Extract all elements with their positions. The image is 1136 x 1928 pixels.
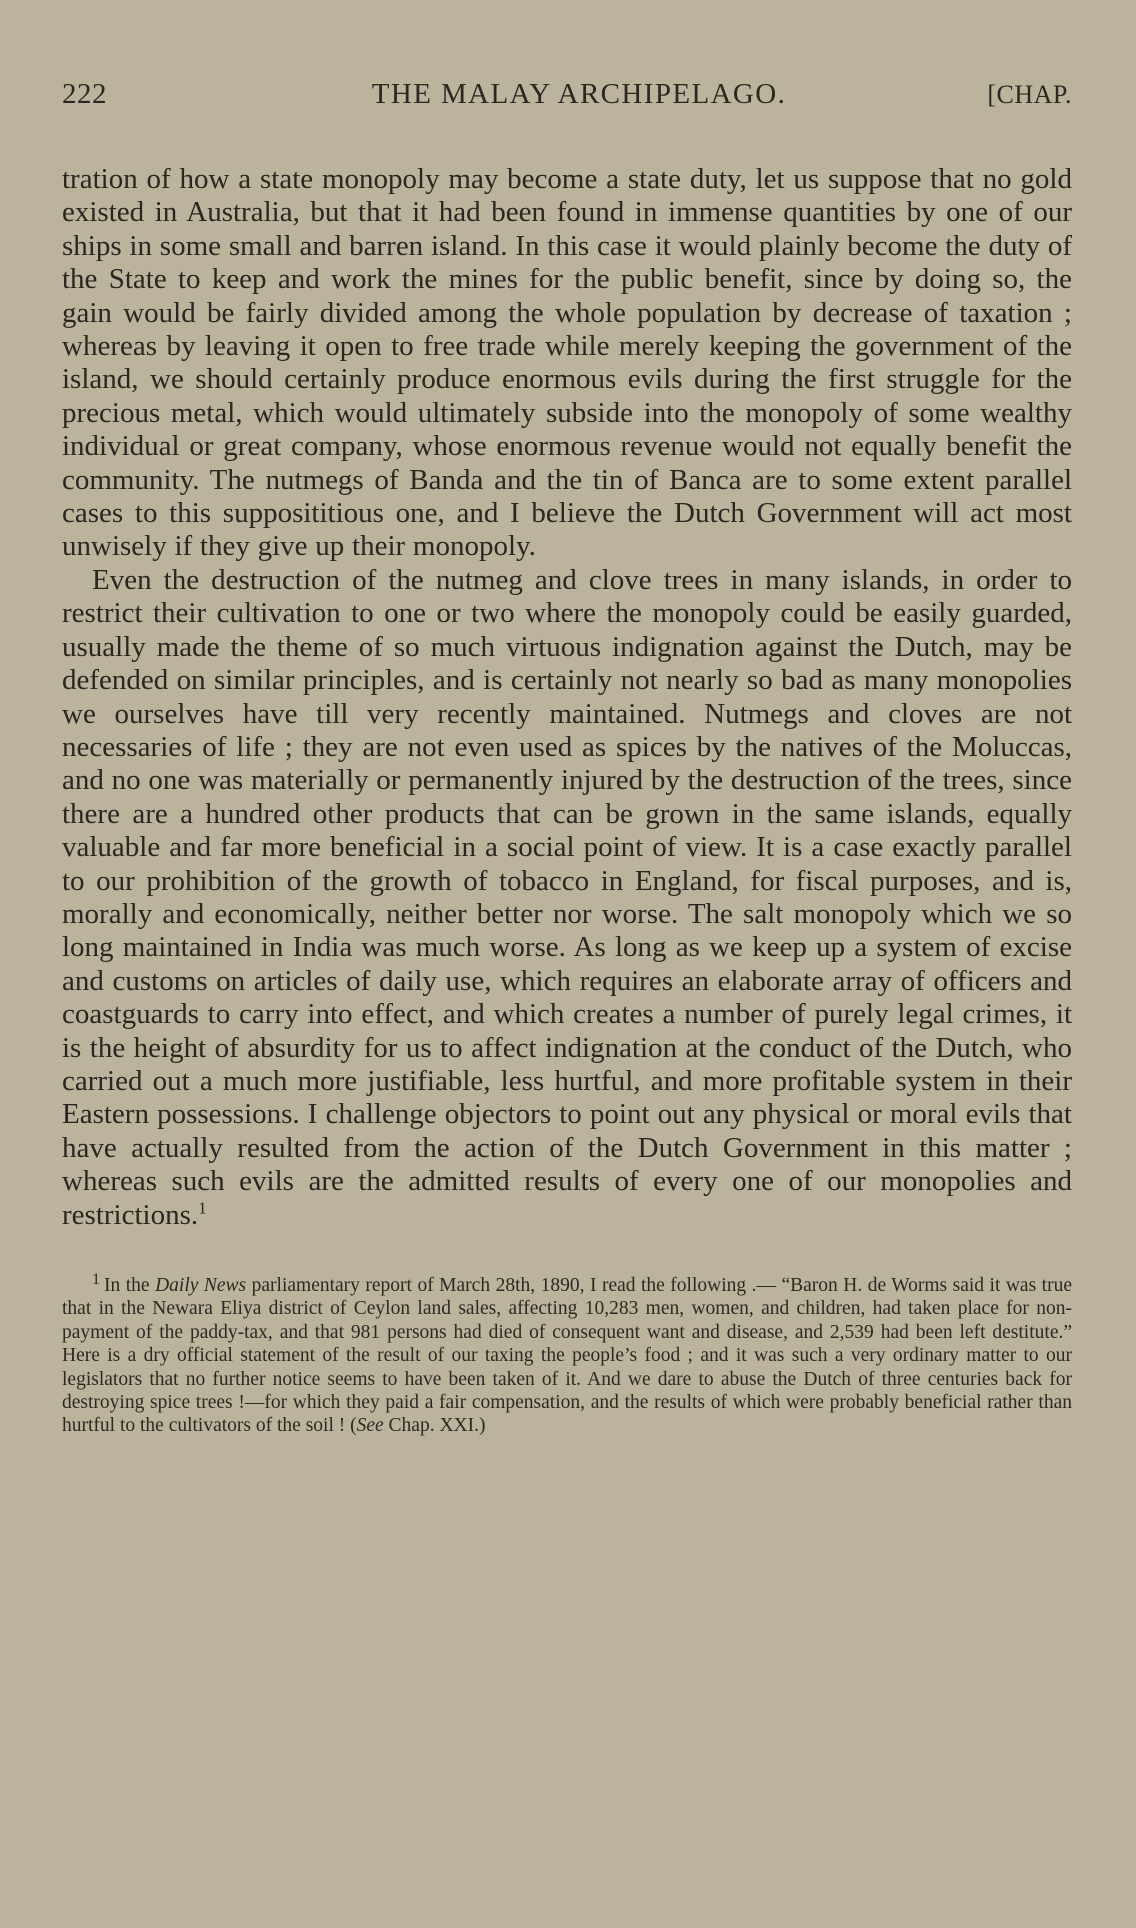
book-page: [62, 78, 1072, 1438]
page-number: 222: [62, 78, 107, 110]
footnote-text-main: parliamentary report of March 28th, 1890, I read the following .— “Baron H. de Worms said it was true that in the Newara Eliya district of Ceylon land sales, affecting 10,283 men, women, and children, had taken place for non-payment of the paddy-tax, and that 981 persons had died of consequent want and disease, and 2,539 had been left destitute.” Here is a dry official statement of the result of our taxing the people’s food ; and it was such a very ordinary matter to our legislators that no further notice seems to have been taken of it. And we dare to abuse the Dutch of three centuries back for destroying spice trees !—for which they paid a fair compensation, and the results of which were probably beneficial rather than hurtful to the cultivators of the soil ! (: [62, 1275, 1072, 1437]
footnote-text-pre: In the: [104, 1275, 156, 1296]
footnote-newspaper-name: Daily News: [155, 1275, 247, 1296]
footnote-text-post: Chap. XXI.): [383, 1415, 486, 1437]
paragraph-2: [62, 564, 1072, 1232]
running-header: [62, 78, 1072, 111]
footnote-see: See: [356, 1415, 384, 1437]
paragraph-2-text: Even the destruction of the nutmeg and clove trees in many islands, in order to restrict their cultivation to one or two where the monopoly could be easily guarded, usually made the theme of so much virtuous indignation against the Dutch, may be defended on similar principles, and is certainly not nearly so bad as many monopolies we ourselves have till very recently maintained. Nutmegs and cloves are not necessaries of life ; they are not even used as spices by the natives of the Moluccas, and no one was materially or permanently injured by the destruction of the trees, since there are a hundred other products that can be grown in the same islands, equally valuable and far more beneficial in a social point of view. It is a case exactly parallel to our prohibition of the growth of tobacco in England, for fiscal purposes, and is, morally and economically, neither better nor worse. The salt monopoly which we so long maintained in India was much worse. As long as we keep up a system of excise and customs on articles of daily use, which requires an elaborate array of officers and coastguards to carry into effect, and which creates a number of purely legal crimes, it is the height of absurdity for us to affect indignation at the conduct of the Dutch, who carried out a much more justifiable, less hurtful, and more profitable system in their Eastern possessions. I challenge objectors to point out any physical or moral evils that have actually resulted from the action of the Dutch Government in this matter ; whereas such evils are the admitted results of every one of our monopolies and restrictions.: [62, 563, 1072, 1231]
footnote-marker: 1: [92, 1270, 100, 1288]
footnote: [62, 1270, 1072, 1438]
body-text: [62, 163, 1072, 1232]
running-title: THE MALAY ARCHIPELAGO.: [371, 78, 787, 110]
footnote-reference: 1: [198, 1197, 207, 1217]
chapter-marker: [CHAP.: [987, 80, 1072, 109]
paragraph-1: tration of how a state monopoly may become a state duty, let us suppose that no gold existed in Australia, but that it had been found in immense quantities by one of our ships in some small and barren island. In this case it would plainly become the duty of the State to keep and work the mines for the public benefit, since by doing so, the gain would be fairly divided among the whole population by decrease of taxation ; whereas by leaving it open to free trade while merely keeping the government of the island, we should certainly produce enormous evils during the first struggle for the precious metal, which would ultimately subside into the monopoly of some wealthy individual or great company, whose enormous revenue would not equally benefit the community. The nutmegs of Banda and the tin of Banca are to some extent parallel cases to this supposititious one, and I believe the Dutch Government will act most unwisely if they give up their monopoly.: [62, 163, 1072, 563]
